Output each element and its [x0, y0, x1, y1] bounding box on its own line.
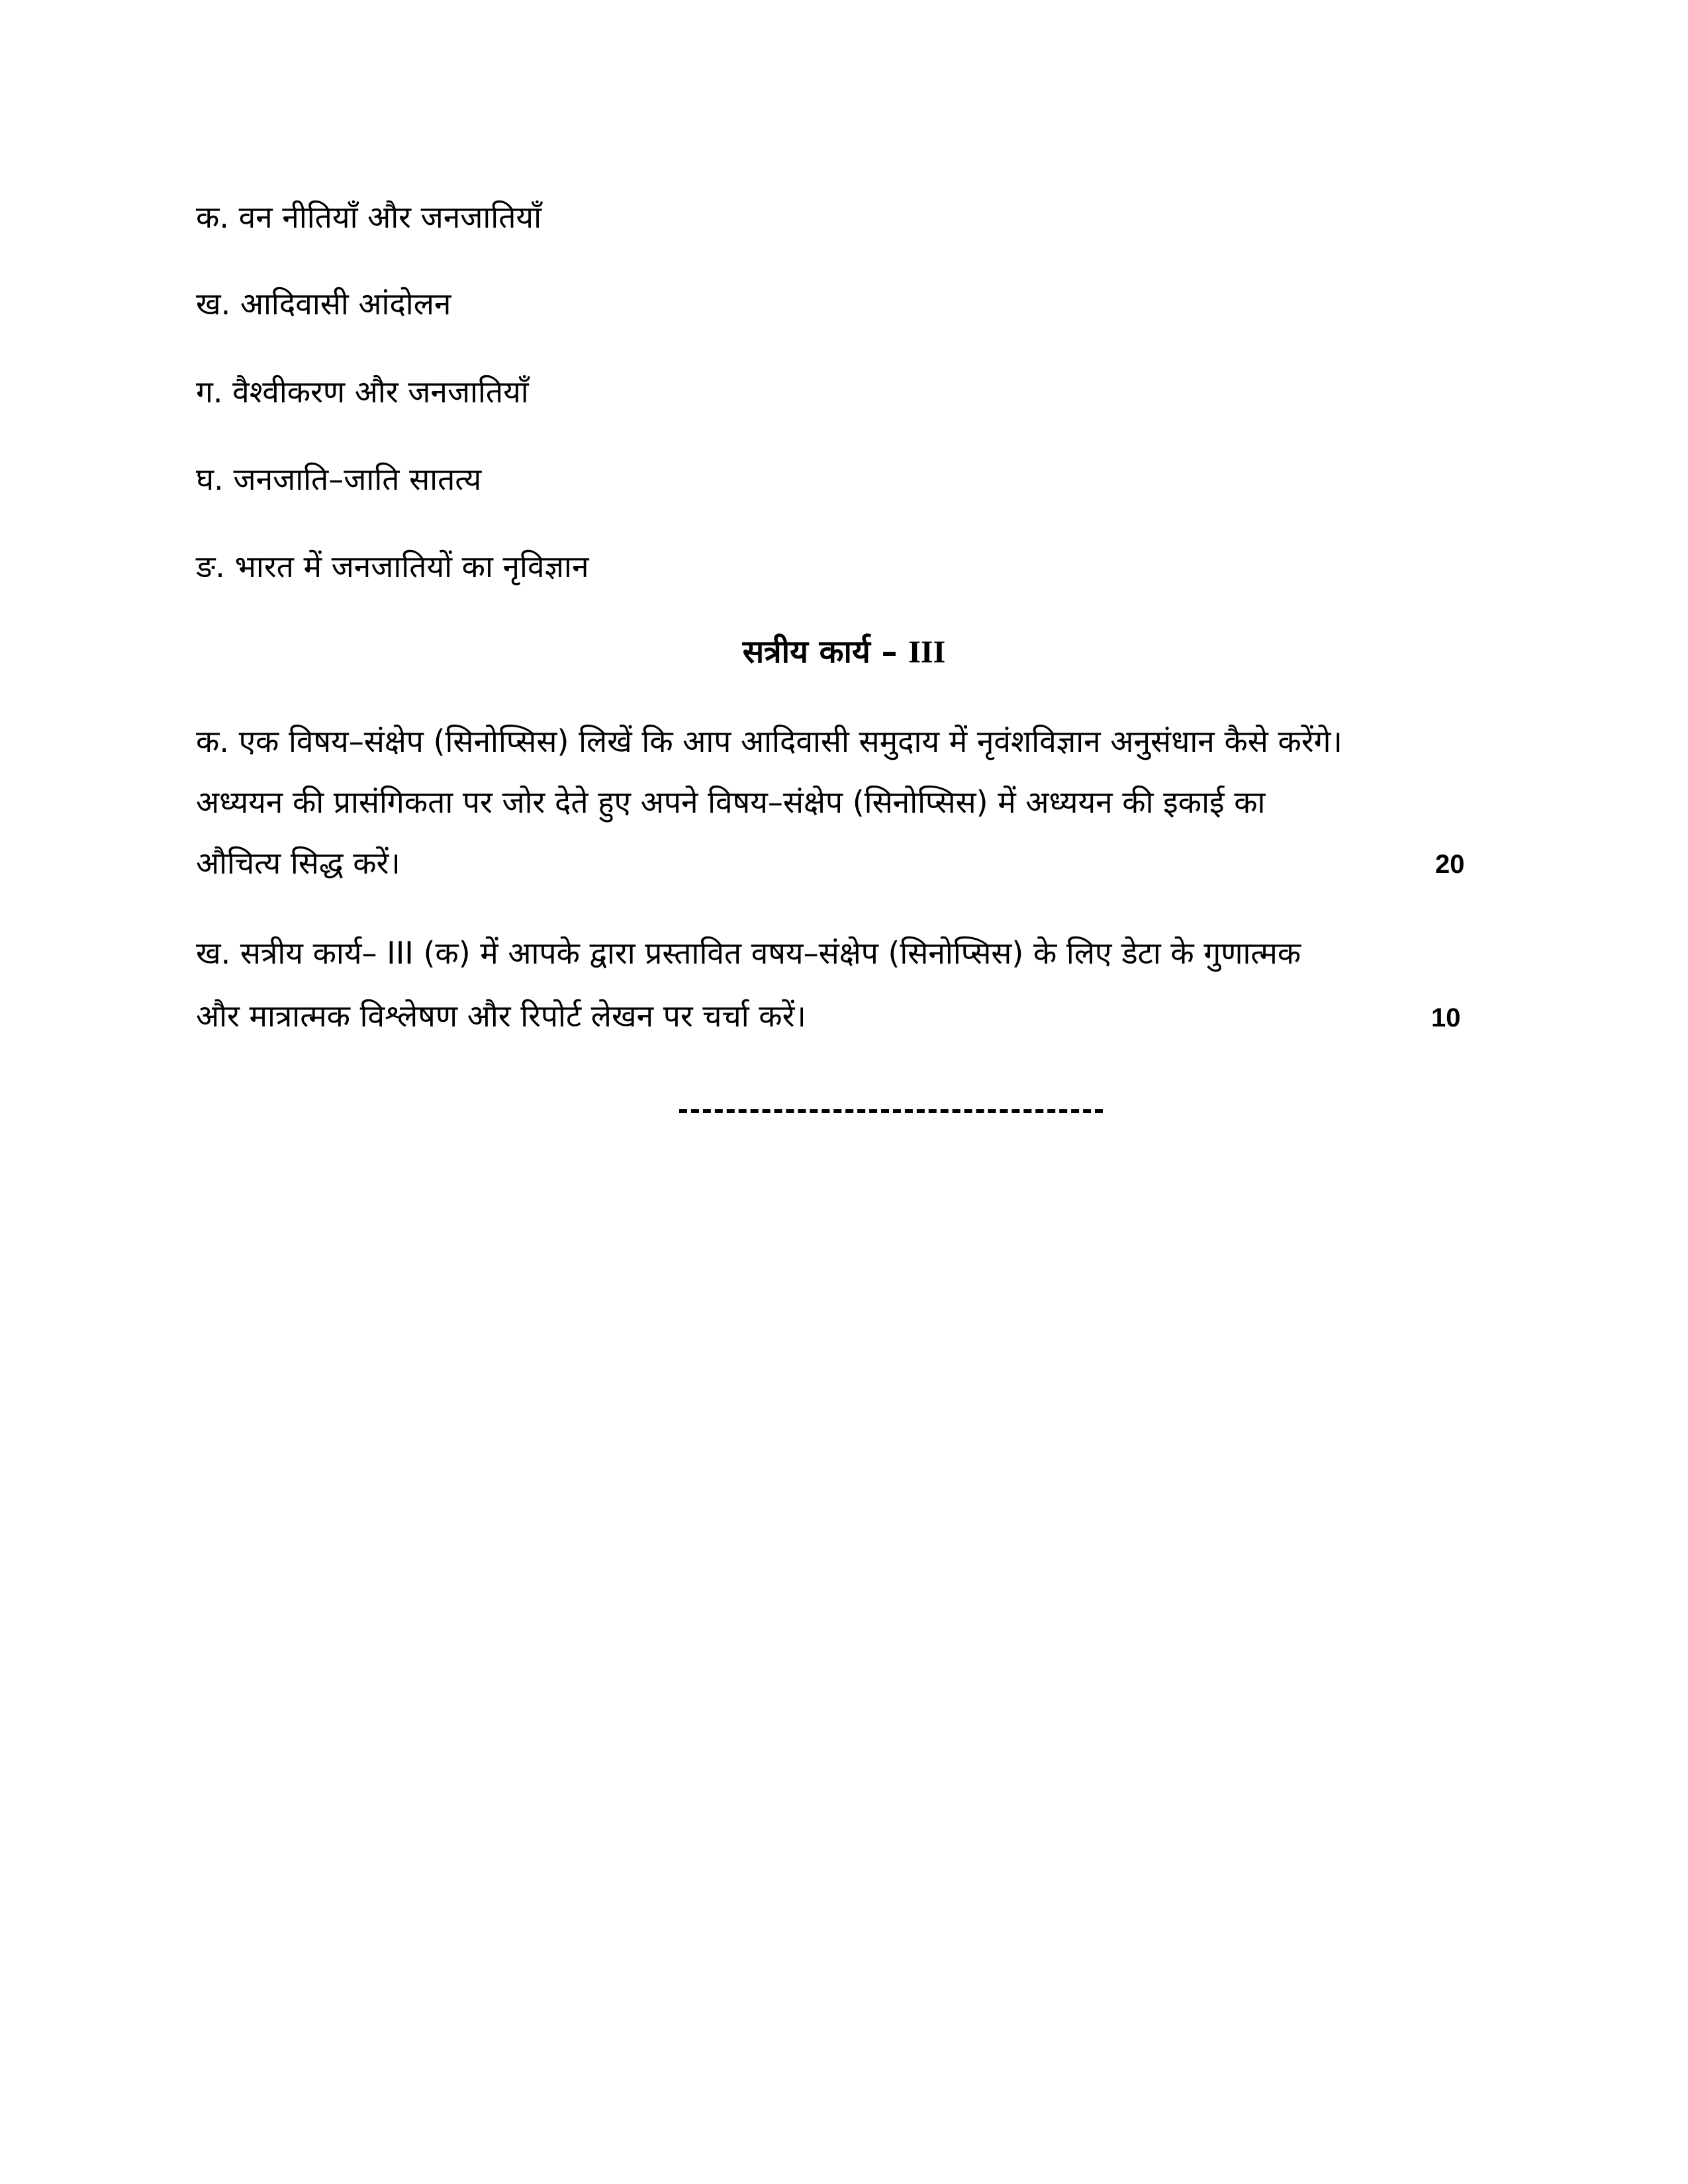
end-separator — [679, 1109, 1103, 1113]
question-label: ख. — [196, 935, 231, 971]
question-text: सत्रीय कार्य– III (क) में आपके द्वारा प्रस्तावित वषय–संक्षेप (सिनोप्सिस) के लिए डेटा के गुणात्मक — [240, 935, 1301, 971]
topic-label: ख. — [196, 286, 231, 322]
question-line — [196, 933, 1301, 973]
topic-text: आदिवासी आंदोलन — [240, 286, 451, 322]
topic-item — [196, 372, 529, 412]
topic-text: जनजाति–जाति सातत्य — [233, 461, 482, 497]
topic-text: वन नीतियाँ और जनजातियाँ — [238, 199, 542, 235]
marks-value: 10 — [1431, 1003, 1461, 1032]
question-line — [196, 721, 1342, 761]
topic-label: ङ. — [196, 549, 225, 584]
question-line: औचित्य सिद्ध करें। — [196, 845, 400, 881]
section-number: III — [908, 635, 946, 670]
marks-value: 20 — [1435, 850, 1465, 879]
question-text: एक विषय–संक्षेप (सिनोप्सिस) लिखें कि आप आदिवासी समुदाय में नृवंशविज्ञान अनुसंधान कैसे करेंगे। — [238, 723, 1342, 759]
topic-item — [196, 459, 481, 499]
topic-text: वैश्वीकरण और जनजातियाँ — [232, 374, 529, 410]
question-line: और मात्रात्मक विश्लेषण और रिपोर्ट लेखन पर चर्चा करें। — [196, 998, 806, 1034]
topic-label: क. — [196, 199, 229, 235]
topic-item — [196, 197, 541, 237]
topic-label: घ. — [196, 461, 224, 497]
topic-item — [196, 284, 451, 324]
topic-label: ग. — [196, 374, 223, 410]
topic-item — [196, 547, 588, 586]
question-line: अध्ययन की प्रासंगिकता पर जोर देते हुए अपने विषय–संक्षेप (सिनोप्सिस) में अध्ययन की इकाई का — [196, 784, 1266, 820]
question-label: क. — [196, 723, 229, 759]
section-title: सत्रीय कार्य – — [742, 633, 898, 670]
section-heading — [0, 632, 1688, 672]
topic-text: भारत में जनजातियों का नृविज्ञान — [234, 549, 589, 584]
